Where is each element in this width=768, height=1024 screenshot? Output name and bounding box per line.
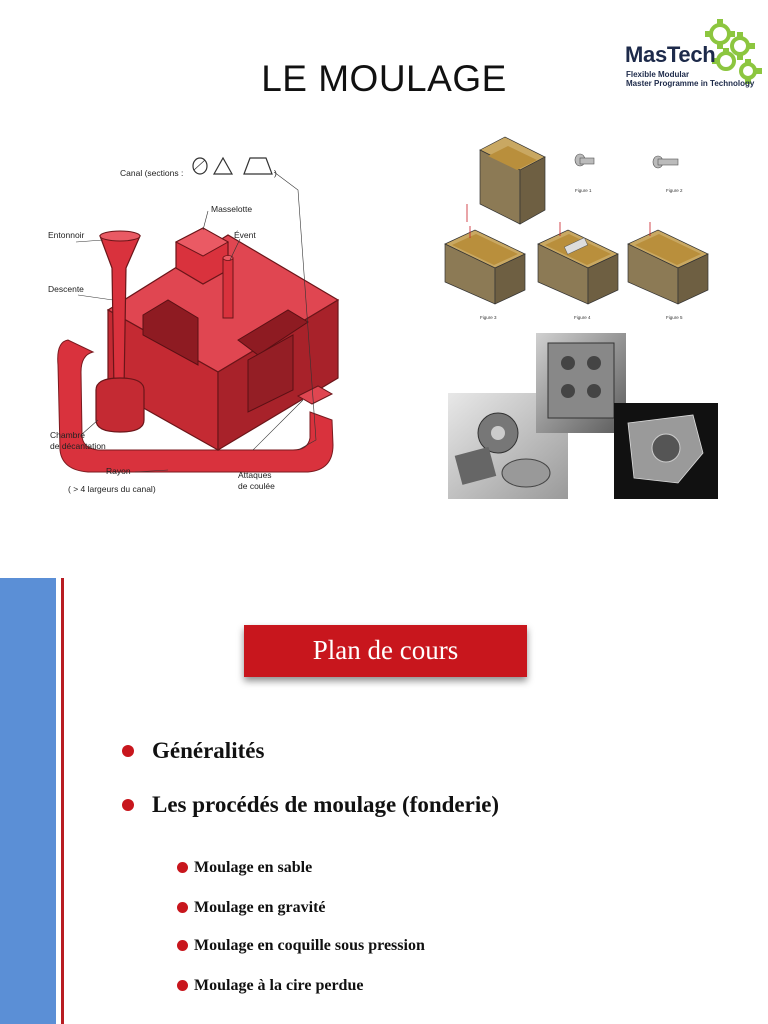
subbullet-item	[177, 937, 425, 955]
label-masselotte: Masselotte	[211, 204, 253, 214]
cast-parts-photo	[438, 333, 724, 507]
bullet-dot-icon	[177, 902, 188, 913]
logo-tagline-line2: Master Programme in Technology	[626, 79, 755, 88]
sidebar-accent-bar	[0, 578, 56, 1024]
sidebar-divider-line	[61, 578, 64, 1024]
logo-tagline-line1: Flexible Modular	[626, 70, 690, 79]
sand-mould-figures	[440, 132, 722, 326]
sand-mould-drawing	[440, 132, 722, 326]
label-entonnoir: Entonnoir	[48, 230, 85, 240]
mastech-logo	[610, 14, 768, 96]
subbullet-item	[177, 899, 326, 917]
slide-title: LE MOULAGE	[261, 58, 507, 99]
bullet-text: Généralités	[152, 738, 265, 763]
label-descente: Descente	[48, 284, 84, 294]
label-rayon-note: ( > 4 largeurs du canal)	[68, 484, 156, 494]
label-event: Évent	[234, 230, 256, 240]
figure-1-label: Figure 1	[575, 188, 592, 193]
figure-4-label: Figure 4	[574, 315, 591, 320]
plan-heading: Plan de cours	[244, 625, 527, 677]
figure-5-label: Figure 5	[666, 315, 683, 320]
logo-brand: MasTech	[625, 42, 716, 67]
bullet-dot-icon	[122, 799, 134, 811]
bullet-dot-icon	[122, 745, 134, 757]
label-chambre-line2: de décantation	[50, 441, 106, 451]
label-attaques-line2: de coulée	[238, 481, 275, 491]
label-canal	[120, 168, 183, 178]
slide-2	[0, 578, 768, 1024]
label-chambre	[50, 430, 106, 452]
label-chambre-line1: Chambre	[50, 430, 85, 440]
bullet-item	[122, 792, 499, 818]
label-canal-close: )	[274, 168, 277, 178]
logo-tagline	[626, 70, 754, 88]
cast-parts-photos	[438, 333, 724, 507]
label-canal-text: Canal (sections :	[120, 168, 184, 178]
subbullet-text: Moulage en coquille sous pression	[194, 937, 425, 954]
subbullet-text: Moulage en sable	[194, 859, 313, 876]
subbullet-text: Moulage à la cire perdue	[194, 977, 364, 994]
label-attaques-line1: Attaques	[238, 470, 272, 480]
subbullet-text: Moulage en gravité	[194, 899, 326, 916]
label-rayon: Rayon	[106, 466, 131, 476]
bullet-dot-icon	[177, 940, 188, 951]
subbullet-item	[177, 859, 312, 877]
casting-diagram	[48, 150, 348, 502]
figure-2-label: Figure 2	[666, 188, 683, 193]
subbullet-item	[177, 977, 363, 995]
figure-3-label: Figure 3	[480, 315, 497, 320]
bullet-item	[122, 738, 264, 764]
bullet-text: Les procédés de moulage (fonderie)	[152, 792, 500, 817]
label-attaques	[238, 470, 275, 492]
bullet-dot-icon	[177, 862, 188, 873]
bullet-dot-icon	[177, 980, 188, 991]
